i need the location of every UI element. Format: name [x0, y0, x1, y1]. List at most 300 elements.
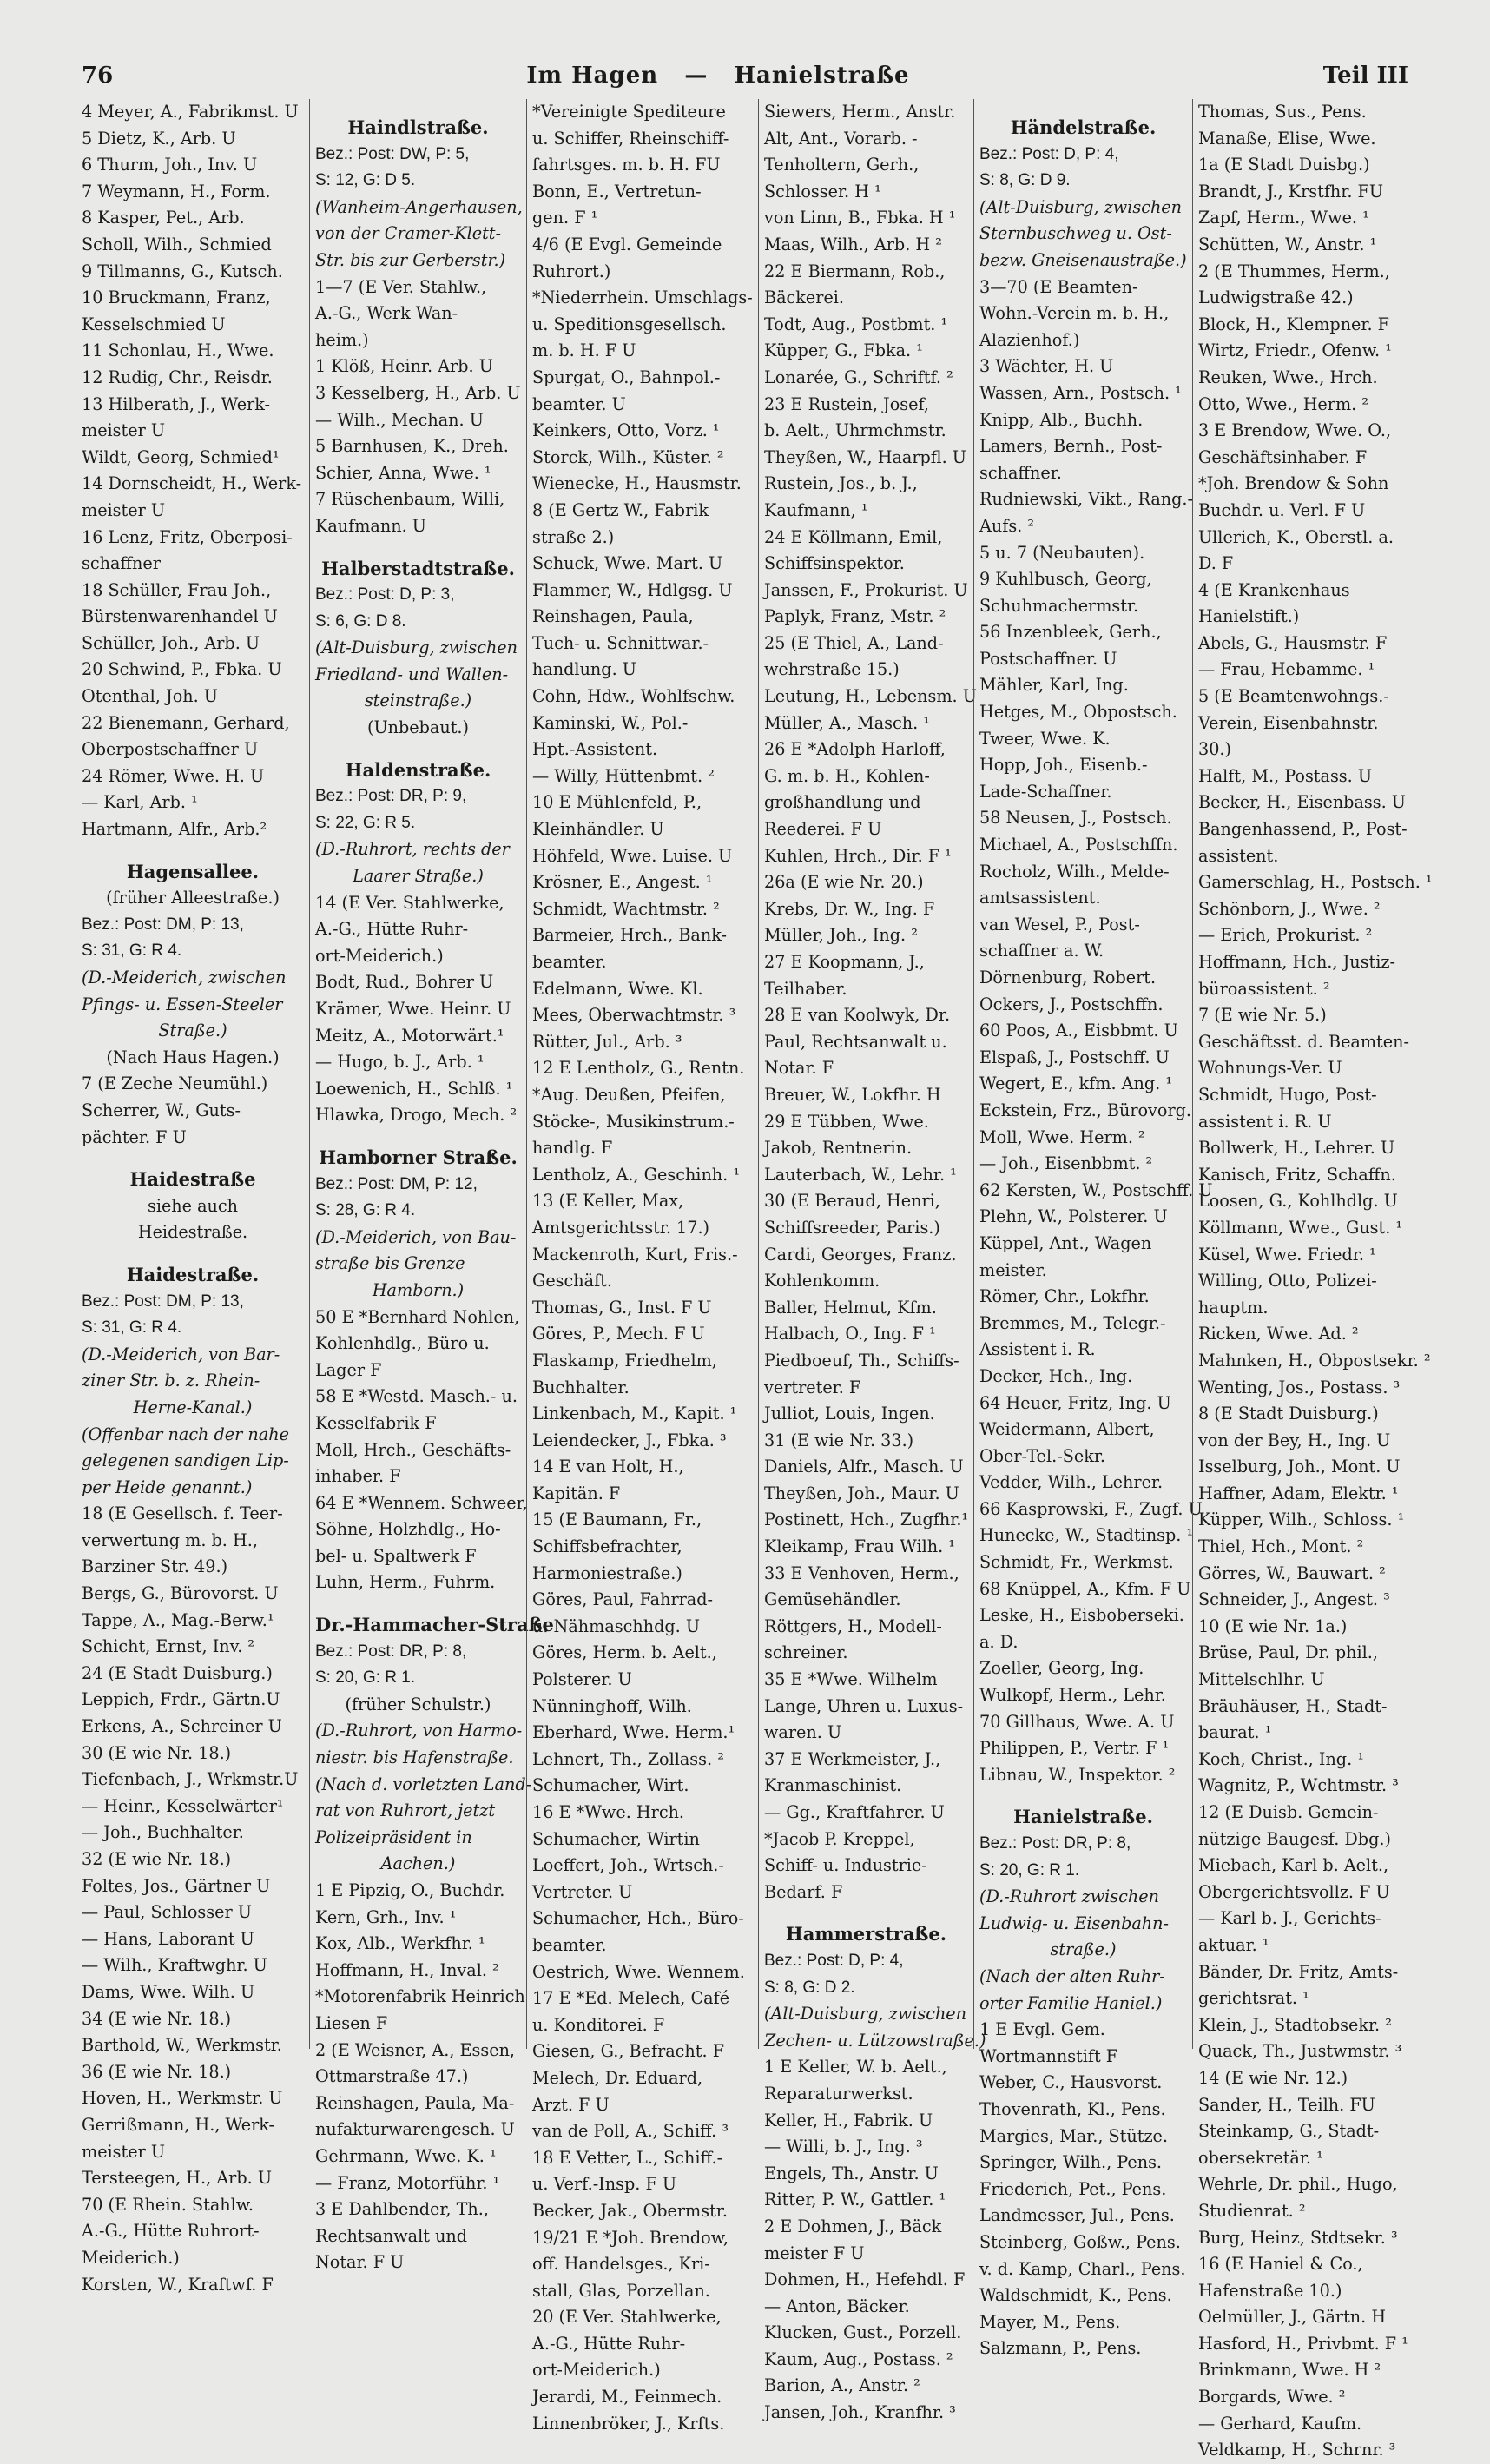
- directory-entry: 30.): [1198, 739, 1232, 760]
- directory-entry: Zapf, Herm., Wwe. ¹: [1198, 208, 1369, 228]
- directory-entry: Arzt. F U: [532, 2094, 610, 2115]
- directory-entry: 18 E Vetter, L., Schiff.-: [532, 2147, 723, 2168]
- directory-entry: Theyßen, W., Haarpfl. U: [764, 446, 966, 467]
- directory-entry: — Joh., Buchhalter.: [82, 1822, 244, 1843]
- directory-entry: A.-G., Hütte Ruhr-: [315, 919, 469, 940]
- directory-entry: Korsten, W., Kraftwf. F: [82, 2274, 274, 2295]
- directory-entry: 4 Meyer, A., Fabrikmst. U: [82, 102, 299, 122]
- directory-entry: beamter.: [532, 1934, 607, 1955]
- directory-entry: — Willy, Hüttenbmt. ²: [532, 765, 715, 786]
- directory-entry: Klucken, Gust., Porzell.: [764, 2322, 962, 2343]
- directory-entry: 30 (E Beraud, Henri,: [764, 1191, 940, 1212]
- directory-entry: straße.): [1050, 1939, 1117, 1960]
- directory-entry: Friedland- und Wallen-: [315, 664, 509, 684]
- directory-entry: A.-G., Hütte Ruhrort-: [82, 2221, 260, 2242]
- directory-entry: Giesen, G., Befracht. F: [532, 2041, 725, 2062]
- directory-entry: meister U: [82, 420, 166, 441]
- directory-entry: Isselburg, Joh., Mont. U: [1198, 1457, 1401, 1477]
- directory-entry: Weber, C., Hausvorst.: [979, 2072, 1163, 2093]
- page-header: [82, 63, 1408, 99]
- directory-entry: 18 (E Gesellsch. f. Teer-: [82, 1503, 283, 1524]
- directory-entry: Rütter, Jul., Arb. ³: [532, 1031, 682, 1052]
- directory-entry: Mittelschlhr. U: [1198, 1669, 1325, 1690]
- directory-entry: Laarer Straße.): [353, 866, 484, 887]
- directory-entry: ziner Str. b. z. Rhein-: [82, 1371, 260, 1391]
- directory-entry: 14 (E Ver. Stahlwerke,: [315, 892, 504, 913]
- directory-entry: Lade-Schaffner.: [979, 781, 1112, 802]
- directory-entry: Zechen- u. Lützowstraße.): [764, 2030, 986, 2051]
- directory-entry: 3 Kesselberg, H., Arb. U: [315, 382, 521, 403]
- directory-entry: Schiff- u. Industrie-: [764, 1855, 927, 1876]
- directory-entry: 58 Neusen, J., Postsch.: [979, 808, 1172, 829]
- directory-entry: — Paul, Schlosser U: [82, 1902, 252, 1923]
- directory-entry: S: 31, G: R 4.: [82, 1318, 182, 1338]
- directory-entry: Burg, Heinz, Stdtsekr. ³: [1198, 2227, 1398, 2248]
- directory-entry: 37 E Werkmeister, J.,: [764, 1748, 941, 1769]
- directory-entry: assistent i. R. U: [1198, 1111, 1332, 1132]
- directory-entry: Kanisch, Fritz, Schaffn.: [1198, 1164, 1396, 1185]
- directory-entry: — Wilh., Mechan. U: [315, 409, 484, 430]
- directory-entry: Foltes, Jos., Gärtner U: [82, 1875, 271, 1896]
- directory-entry: 4/6 (E Evgl. Gemeinde: [532, 234, 722, 254]
- directory-entry: — Willi, b. J., Ing. ³: [764, 2137, 923, 2157]
- directory-entry: Schiffsinspektor.: [764, 553, 905, 574]
- directory-entry: pächter. F U: [82, 1126, 187, 1147]
- directory-entry: 5 (E Beamtenwohngs.-: [1198, 686, 1389, 707]
- directory-entry: Schuck, Wwe. Mart. U: [532, 553, 723, 574]
- directory-entry: S: 20, G: R 1.: [979, 1860, 1080, 1879]
- directory-entry: Assistent i. R.: [979, 1339, 1096, 1360]
- directory-entry: Spurgat, O., Bahnpol.-: [532, 367, 721, 387]
- directory-entry: heim.): [315, 329, 369, 350]
- directory-entry: 10 E Mühlenfeld, P.,: [532, 792, 702, 813]
- directory-entry: 3 E Dahlbender, Th.,: [315, 2199, 489, 2220]
- directory-entry: Abels, G., Hausmstr. F: [1198, 632, 1388, 653]
- directory-entry: Müller, A., Masch. ¹: [764, 712, 930, 733]
- directory-entry: Kern, Grh., Inv. ¹: [315, 1906, 457, 1927]
- directory-entry: baurat. ¹: [1198, 1722, 1272, 1743]
- directory-entry: 3 Wächter, H. U: [979, 356, 1114, 377]
- directory-entry: Küpper, Wilh., Schloss. ¹: [1198, 1509, 1405, 1530]
- directory-entry: Schumacher, Hch., Büro-: [532, 1908, 744, 1929]
- directory-entry: Schiffsreeder, Paris.): [764, 1217, 940, 1238]
- directory-entry: Sander, H., Teilh. FU: [1198, 2094, 1375, 2115]
- column-container: [82, 99, 1433, 2461]
- directory-entry: Harmoniestraße.): [532, 1562, 682, 1583]
- directory-entry: Eberhard, Wwe. Herm.¹: [532, 1722, 735, 1743]
- directory-entry: Liesen F: [315, 2012, 388, 2033]
- running-title: [526, 63, 909, 89]
- street-heading: Haldenstraße.: [345, 758, 491, 781]
- directory-entry: Postschaffner. U: [979, 648, 1118, 669]
- directory-entry: Moll, Wwe. Herm. ²: [979, 1126, 1145, 1147]
- directory-entry: 1 E Keller, W. b. Aelt.,: [764, 2057, 947, 2078]
- directory-entry: Eckstein, Frz., Bürovorg.: [979, 1100, 1192, 1120]
- directory-entry: Otenthal, Joh. U: [82, 686, 218, 707]
- directory-entry: Str. bis zur Gerberstr.): [315, 249, 506, 270]
- directory-entry: 25 (E Thiel, A., Land-: [764, 632, 944, 653]
- directory-entry: a. D.: [979, 1631, 1019, 1652]
- directory-entry: 29 E Tübben, Wwe.: [764, 1111, 929, 1132]
- directory-entry: Erkens, A., Schreiner U: [82, 1716, 282, 1737]
- directory-entry: 50 E *Bernhard Nohlen,: [315, 1306, 520, 1327]
- directory-entry: Breuer, W., Lokfhr. H: [764, 1084, 941, 1105]
- directory-entry: 10 (E wie Nr. 1a.): [1198, 1615, 1348, 1636]
- directory-entry: Barion, A., Anstr. ²: [764, 2375, 920, 2396]
- directory-entry: Borgards, Wwe. ²: [1198, 2387, 1346, 2408]
- directory-entry: Göres, Herm. b. Aelt.,: [532, 1642, 717, 1663]
- directory-entry: Görres, W., Bauwart. ²: [1198, 1562, 1386, 1583]
- directory-entry: Friederich, Pet., Pens.: [979, 2178, 1167, 2199]
- directory-entry: — Gg., Kraftfahrer. U: [764, 1802, 945, 1822]
- directory-entry: 58 E *Westd. Masch.- u.: [315, 1386, 518, 1407]
- directory-entry: Mayer, M., Pens.: [979, 2311, 1121, 2332]
- directory-entry: Müller, Joh., Ing. ²: [764, 925, 918, 946]
- directory-entry: off. Handelsges., Kri-: [532, 2254, 710, 2275]
- directory-entry: 60 Poos, A., Eisbbmt. U: [979, 1021, 1178, 1041]
- directory-entry: Küpper, G., Fbka. ¹: [764, 340, 923, 361]
- directory-entry: Hanielstift.): [1198, 606, 1300, 627]
- directory-column-6: [1192, 99, 1433, 2461]
- directory-entry: gen. F ¹: [532, 208, 598, 228]
- directory-entry: 7 (E wie Nr. 5.): [1198, 1005, 1327, 1026]
- directory-entry: Bez.: Post: D, P: 4,: [979, 144, 1119, 163]
- directory-entry: Krämer, Wwe. Heinr. U: [315, 999, 511, 1019]
- directory-entry: Hunecke, W., Stadtinsp. ¹: [979, 1525, 1194, 1546]
- directory-entry: nufakturwarengesch. U: [315, 2119, 515, 2140]
- directory-entry: *Jacob P. Kreppel,: [764, 1828, 915, 1849]
- directory-entry: Hasford, H., Privbmt. F ¹: [1198, 2333, 1408, 2354]
- directory-entry: 64 Heuer, Fritz, Ing. U: [979, 1392, 1171, 1413]
- directory-entry: 31 (E wie Nr. 33.): [764, 1430, 914, 1450]
- directory-entry: Wenting, Jos., Postass. ³: [1198, 1377, 1401, 1397]
- directory-entry: straße bis Grenze: [315, 1253, 465, 1274]
- directory-entry: Wortmannstift F: [979, 2045, 1118, 2066]
- directory-entry: Obergerichtsvollz. F U: [1198, 1881, 1390, 1902]
- directory-entry: Bez.: Post: DR, P: 9,: [315, 787, 467, 806]
- directory-entry: S: 28, G: R 4.: [315, 1201, 416, 1220]
- directory-entry: — Frau, Hebamme. ¹: [1198, 659, 1375, 680]
- directory-entry: Oestrich, Wwe. Wennem.: [532, 1961, 745, 1982]
- directory-entry: — Hans, Laborant U: [82, 1928, 254, 1949]
- directory-entry: Schumacher, Wirt.: [532, 1775, 689, 1796]
- directory-entry: Piedboeuf, Th., Schiffs-: [764, 1350, 959, 1371]
- directory-entry: Waldschmidt, K., Pens.: [979, 2285, 1172, 2306]
- directory-entry: meister F U: [764, 2243, 865, 2263]
- directory-entry: Flaskamp, Friedhelm,: [532, 1350, 717, 1371]
- directory-entry: 4 (E Krankenhaus: [1198, 579, 1350, 600]
- directory-entry: Bez.: Post: DM, P: 13,: [82, 1291, 244, 1311]
- directory-entry: 24 E Köllmann, Emil,: [764, 526, 943, 547]
- directory-entry: Hafenstraße 10.): [1198, 2280, 1342, 2301]
- directory-entry: Bez.: Post: DR, P: 8,: [315, 1642, 467, 1661]
- directory-entry: Wehrle, Dr. phil., Hugo,: [1198, 2174, 1398, 2195]
- directory-entry: Heidestraße.: [137, 1222, 248, 1243]
- directory-entry: Wagnitz, P., Wchtmstr. ³: [1198, 1775, 1399, 1796]
- directory-entry: Ruhrort.): [532, 261, 611, 281]
- directory-entry: Reinshagen, Paula,: [532, 606, 694, 627]
- directory-entry: Bez.: Post: D, P: 3,: [315, 585, 455, 604]
- directory-entry: großhandlung und: [764, 792, 921, 813]
- directory-entry: — Anton, Bäcker.: [764, 2296, 910, 2316]
- directory-entry: 8 (E Gertz W., Fabrik: [532, 499, 709, 520]
- directory-entry: 33 E Venhoven, Herm.,: [764, 1562, 959, 1583]
- directory-entry: schaffner a. W.: [979, 941, 1104, 961]
- directory-entry: Plehn, W., Polsterer. U: [979, 1206, 1168, 1227]
- directory-entry: Rustein, Jos., b. J.,: [764, 473, 918, 494]
- directory-entry: Moll, Hrch., Geschäfts-: [315, 1439, 511, 1460]
- directory-entry: Leppich, Frdr., Gärtn.U: [82, 1689, 280, 1710]
- directory-entry: Lamers, Bernh., Post-: [979, 436, 1163, 457]
- directory-entry: — Wilh., Kraftwghr. U: [82, 1955, 267, 1976]
- directory-entry: *Joh. Brendow & Sohn: [1198, 473, 1389, 494]
- directory-entry: Geschäft.: [532, 1271, 612, 1291]
- directory-entry: Kohlenhdlg., Büro u.: [315, 1333, 490, 1354]
- directory-entry: Kesselschmied U: [82, 314, 226, 334]
- directory-entry: Studienrat. ²: [1198, 2200, 1306, 2221]
- directory-entry: Bergs, G., Bürovorst. U: [82, 1583, 279, 1604]
- directory-entry: Geschäftsinhaber. F: [1198, 446, 1368, 467]
- directory-entry: 5 Barnhusen, K., Dreh.: [315, 436, 509, 457]
- directory-entry: Ober-Tel.-Sekr.: [979, 1445, 1106, 1466]
- directory-entry: Cohn, Hdw., Wohlfschw.: [532, 686, 735, 707]
- directory-entry: Wassen, Arn., Postsch. ¹: [979, 382, 1182, 403]
- directory-entry: Mees, Oberwachtmstr. ³: [532, 1005, 736, 1026]
- directory-entry: Rudniewski, Vikt., Rang.-: [979, 489, 1194, 510]
- directory-entry: Söhne, Holzhdlg., Ho-: [315, 1519, 501, 1540]
- directory-entry: straße 2.): [532, 526, 615, 547]
- directory-entry: u. Nähmaschhdg. U: [532, 1615, 701, 1636]
- directory-entry: Pfings- u. Essen-Steeler: [82, 994, 283, 1014]
- directory-entry: 20 Schwind, P., Fbka. U: [82, 659, 282, 680]
- directory-entry: büroassistent. ²: [1198, 978, 1330, 999]
- directory-entry: Kohlenkomm.: [764, 1271, 880, 1291]
- directory-entry: Lentholz, A., Geschinh. ¹: [532, 1164, 741, 1185]
- directory-entry: handlung. U: [532, 659, 636, 680]
- directory-entry: beamter.: [532, 952, 607, 972]
- street-heading: Hamborner Straße.: [319, 1146, 518, 1168]
- directory-entry: Ricken, Wwe. Ad. ²: [1198, 1324, 1359, 1344]
- directory-entry: (D.-Ruhrort, rechts der: [315, 839, 510, 860]
- directory-entry: Küsel, Wwe. Friedr. ¹: [1198, 1244, 1376, 1265]
- directory-entry: Kleinhändler. U: [532, 819, 664, 840]
- directory-entry: Lehnert, Th., Zollass. ²: [532, 1748, 724, 1769]
- directory-entry: Hartmann, Alfr., Arb.²: [82, 819, 267, 840]
- directory-entry: Bürstenwarenhandel U: [82, 606, 278, 627]
- street-heading: Hagensallee.: [126, 860, 260, 882]
- directory-entry: Krebs, Dr. W., Ing. F: [764, 898, 935, 919]
- directory-entry: Steinberg, Goßw., Pens.: [979, 2231, 1181, 2252]
- directory-entry: (früher Schulstr.): [345, 1694, 491, 1714]
- directory-entry: Quack, Th., Justwmstr. ³: [1198, 2041, 1402, 2062]
- directory-entry: *Aug. Deußen, Pfeifen,: [532, 1084, 726, 1105]
- directory-entry: Theyßen, Joh., Maur. U: [764, 1483, 959, 1503]
- directory-entry: Bollwerk, H., Lehrer. U: [1198, 1138, 1395, 1159]
- directory-entry: (Alt-Duisburg, zwischen: [764, 2004, 967, 2025]
- directory-entry: (Offenbar nach der nahe: [82, 1424, 289, 1444]
- directory-entry: Ludwigstraße 42.): [1198, 287, 1354, 308]
- directory-entry: m. b. H. F U: [532, 340, 636, 361]
- directory-entry: Herne-Kanal.): [133, 1397, 253, 1417]
- street-heading: Haindlstraße.: [347, 116, 489, 138]
- directory-entry: Luhn, Herm., Fuhrm.: [315, 1572, 496, 1593]
- directory-entry: (D.-Meiderich, von Bau-: [315, 1226, 517, 1247]
- directory-entry: Wildt, Georg, Schmied¹: [82, 446, 280, 467]
- directory-entry: 9 Kuhlbusch, Georg,: [979, 569, 1152, 590]
- directory-entry: 1—7 (E Ver. Stahlw.,: [315, 276, 487, 297]
- directory-entry: Verein, Eisenbahnstr.: [1198, 712, 1379, 733]
- directory-entry: Schneider, J., Angest. ³: [1198, 1589, 1390, 1610]
- directory-entry: Paul, Rechtsanwalt u.: [764, 1031, 947, 1052]
- page-number: 76: [82, 63, 114, 89]
- directory-entry: (Unbebaut.): [366, 717, 470, 738]
- directory-entry: Margies, Mar., Stütze.: [979, 2125, 1169, 2146]
- directory-entry: bel- u. Spaltwerk F: [315, 1545, 477, 1566]
- directory-entry: van Wesel, P., Post-: [979, 914, 1140, 935]
- directory-entry: Jansen, Joh., Kranfhr. ³: [764, 2402, 956, 2423]
- directory-entry: Schiffsbefrachter,: [532, 1536, 682, 1557]
- directory-entry: Klein, J., Stadtobsekr. ²: [1198, 2014, 1392, 2035]
- directory-entry: von der Cramer-Klett-: [315, 223, 501, 244]
- directory-entry: 5 u. 7 (Neubauten).: [979, 542, 1145, 563]
- directory-entry: steinstraße.): [364, 690, 472, 711]
- directory-entry: Bez.: Post: DM, P: 12,: [315, 1174, 478, 1193]
- directory-entry: Engels, Th., Anstr. U: [764, 2163, 939, 2183]
- directory-entry: siehe auch: [147, 1195, 239, 1216]
- directory-entry: Dörnenburg, Robert.: [979, 968, 1157, 988]
- directory-entry: Notar. F: [764, 1058, 834, 1079]
- directory-entry: Schütten, W., Anstr. ¹: [1198, 234, 1377, 254]
- directory-entry: 12 E Lentholz, G., Rentn.: [532, 1058, 745, 1079]
- directory-entry: Steinkamp, G., Stadt-: [1198, 2121, 1380, 2142]
- directory-entry: — Franz, Motorführ. ¹: [315, 2172, 500, 2193]
- directory-entry: Rocholz, Wilh., Melde-: [979, 861, 1170, 882]
- directory-entry: Loewenich, H., Schlß. ¹: [315, 1078, 513, 1099]
- directory-entry: 62 Kersten, W., Postschff. U: [979, 1179, 1213, 1200]
- directory-entry: van de Poll, A., Schiff. ³: [532, 2121, 729, 2142]
- directory-entry: 14 E van Holt, H.,: [532, 1457, 684, 1477]
- directory-entry: per Heide genannt.): [82, 1476, 253, 1497]
- directory-entry: 68 Knüppel, A., Kfm. F U: [979, 1578, 1191, 1599]
- directory-entry: meister U: [82, 2141, 166, 2162]
- directory-entry: Meiderich.): [82, 2247, 180, 2268]
- directory-entry: 70 (E Rhein. Stahlw.: [82, 2194, 254, 2215]
- directory-entry: *Motorenfabrik Heinrich: [315, 1986, 525, 2007]
- directory-entry: Zoeller, Georg, Ing.: [979, 1658, 1144, 1679]
- directory-entry: 7 Weymann, H., Form.: [82, 181, 271, 201]
- directory-entry: 30 (E wie Nr. 18.): [82, 1742, 232, 1763]
- directory-entry: Veldkamp, H., Schrnr. ³: [1198, 2440, 1396, 2461]
- directory-entry: Lonarée, G., Schriftf. ²: [764, 367, 953, 387]
- directory-entry: 36 (E wie Nr. 18.): [82, 2061, 232, 2082]
- directory-entry: Notar. F U: [315, 2252, 405, 2273]
- directory-entry: G. m. b. H., Kohlen-: [764, 765, 930, 786]
- directory-entry: Wienecke, H., Hausmstr.: [532, 473, 742, 494]
- directory-entry: Thiel, Hch., Mont. ²: [1198, 1536, 1364, 1557]
- directory-entry: Tweer, Wwe. K.: [979, 728, 1111, 749]
- directory-entry: Springer, Wilh., Pens.: [979, 2152, 1163, 2173]
- directory-entry: Kleikamp, Frau Wilh. ¹: [764, 1536, 955, 1557]
- directory-entry: 13 Hilberath, J., Werk-: [82, 393, 270, 414]
- directory-entry: handlg. F: [532, 1138, 613, 1159]
- directory-entry: Reederei. F U: [764, 819, 882, 840]
- directory-entry: 8 Kasper, Pet., Arb.: [82, 208, 245, 228]
- directory-entry: Keller, H., Fabrik. U: [764, 2110, 933, 2130]
- directory-entry: Siewers, Herm., Anstr.: [764, 102, 956, 122]
- directory-entry: wehrstraße 15.): [764, 659, 900, 680]
- directory-entry: Mähler, Karl, Ing.: [979, 675, 1129, 696]
- directory-entry: Kaufmann. U: [315, 515, 426, 536]
- directory-entry: 26a (E wie Nr. 20.): [764, 872, 924, 893]
- directory-entry: Polsterer. U: [532, 1669, 632, 1690]
- directory-entry: Melech, Dr. Eduard,: [532, 2067, 703, 2088]
- directory-entry: S: 6, G: D 8.: [315, 611, 406, 631]
- street-heading: Händelstraße.: [1010, 116, 1157, 138]
- directory-entry: Hpt.-Assistent.: [532, 739, 658, 760]
- title-left: Im Hagen: [526, 63, 659, 89]
- directory-entry: 1 Klöß, Heinr. Arb. U: [315, 356, 493, 377]
- directory-entry: b. Aelt., Uhrmchmstr.: [764, 420, 946, 441]
- directory-entry: Linnenbröker, J., Krfts.: [532, 2413, 725, 2434]
- directory-entry: 5 Dietz, K., Arb. U: [82, 128, 236, 149]
- part-label: Teil III: [1322, 63, 1408, 89]
- directory-entry: Postinett, Hch., Zugfhr.¹: [764, 1509, 969, 1530]
- directory-entry: Mahnken, H., Obpostsekr. ²: [1198, 1350, 1431, 1371]
- directory-entry: 22 Bienemann, Gerhard,: [82, 712, 290, 733]
- directory-entry: Leiendecker, J., Fbka. ³: [532, 1430, 727, 1450]
- directory-entry: — Gerhard, Kaufm.: [1198, 2413, 1362, 2434]
- directory-entry: Leutung, H., Lebensm. U: [764, 686, 977, 707]
- street-heading: Haidestraße: [129, 1168, 256, 1191]
- directory-entry: Willing, Otto, Polizei-: [1198, 1271, 1377, 1291]
- directory-entry: Halbach, O., Ing. F ¹: [764, 1324, 936, 1344]
- street-heading: Haidestraße.: [126, 1263, 260, 1285]
- directory-entry: Linkenbach, M., Kapit. ¹: [532, 1404, 737, 1424]
- directory-entry: A.-G., Werk Wan-: [315, 303, 458, 324]
- directory-entry: Bez.: Post: DR, P: 8,: [979, 1834, 1131, 1853]
- directory-entry: Wegert, E., kfm. Ang. ¹: [979, 1073, 1173, 1094]
- title-separator: —: [684, 63, 709, 89]
- directory-entry: — Hugo, b. J., Arb. ¹: [315, 1052, 485, 1073]
- directory-entry: Vedder, Wilh., Lehrer.: [979, 1472, 1164, 1493]
- directory-entry: Dohmen, H., Hefehdl. F: [764, 2269, 966, 2290]
- street-heading: Hammerstraße.: [785, 1923, 947, 1945]
- directory-entry: schaffner: [82, 553, 161, 574]
- directory-entry: Landmesser, Jul., Pens.: [979, 2205, 1175, 2226]
- directory-entry: 10 Bruckmann, Franz,: [82, 287, 271, 308]
- directory-entry: 32 (E wie Nr. 18.): [82, 1849, 232, 1869]
- directory-entry: 27 E Koopmann, J.,: [764, 952, 925, 972]
- directory-entry: Teilhaber.: [764, 978, 847, 999]
- directory-entry: Göres, Paul, Fahrrad-: [532, 1589, 713, 1610]
- directory-entry: Wohn.-Verein m. b. H.,: [979, 303, 1170, 324]
- directory-entry: Brandt, J., Krstfhr. FU: [1198, 181, 1384, 201]
- directory-entry: Bremmes, M., Telegr.-: [979, 1312, 1166, 1333]
- directory-entry: assistent.: [1198, 845, 1279, 866]
- directory-entry: amtsassistent.: [979, 888, 1101, 908]
- directory-entry: Kesselfabrik F: [315, 1412, 437, 1433]
- directory-entry: S: 8, G: D 9.: [979, 171, 1071, 190]
- directory-entry: Hamborn.): [372, 1279, 465, 1300]
- directory-entry: meister.: [979, 1259, 1047, 1280]
- directory-entry: 18 Schüller, Frau Joh.,: [82, 579, 272, 600]
- directory-entry: Schmidt, Wachtmstr. ²: [532, 898, 720, 919]
- directory-entry: Gehrmann, Wwe. K. ¹: [315, 2145, 497, 2166]
- directory-entry: Hoven, H., Werkmstr. U: [82, 2088, 283, 2109]
- directory-entry: 16 Lenz, Fritz, Oberposi-: [82, 526, 293, 547]
- directory-entry: 23 E Rustein, Josef,: [764, 393, 929, 414]
- directory-entry: Gerrißmann, H., Werk-: [82, 2114, 275, 2135]
